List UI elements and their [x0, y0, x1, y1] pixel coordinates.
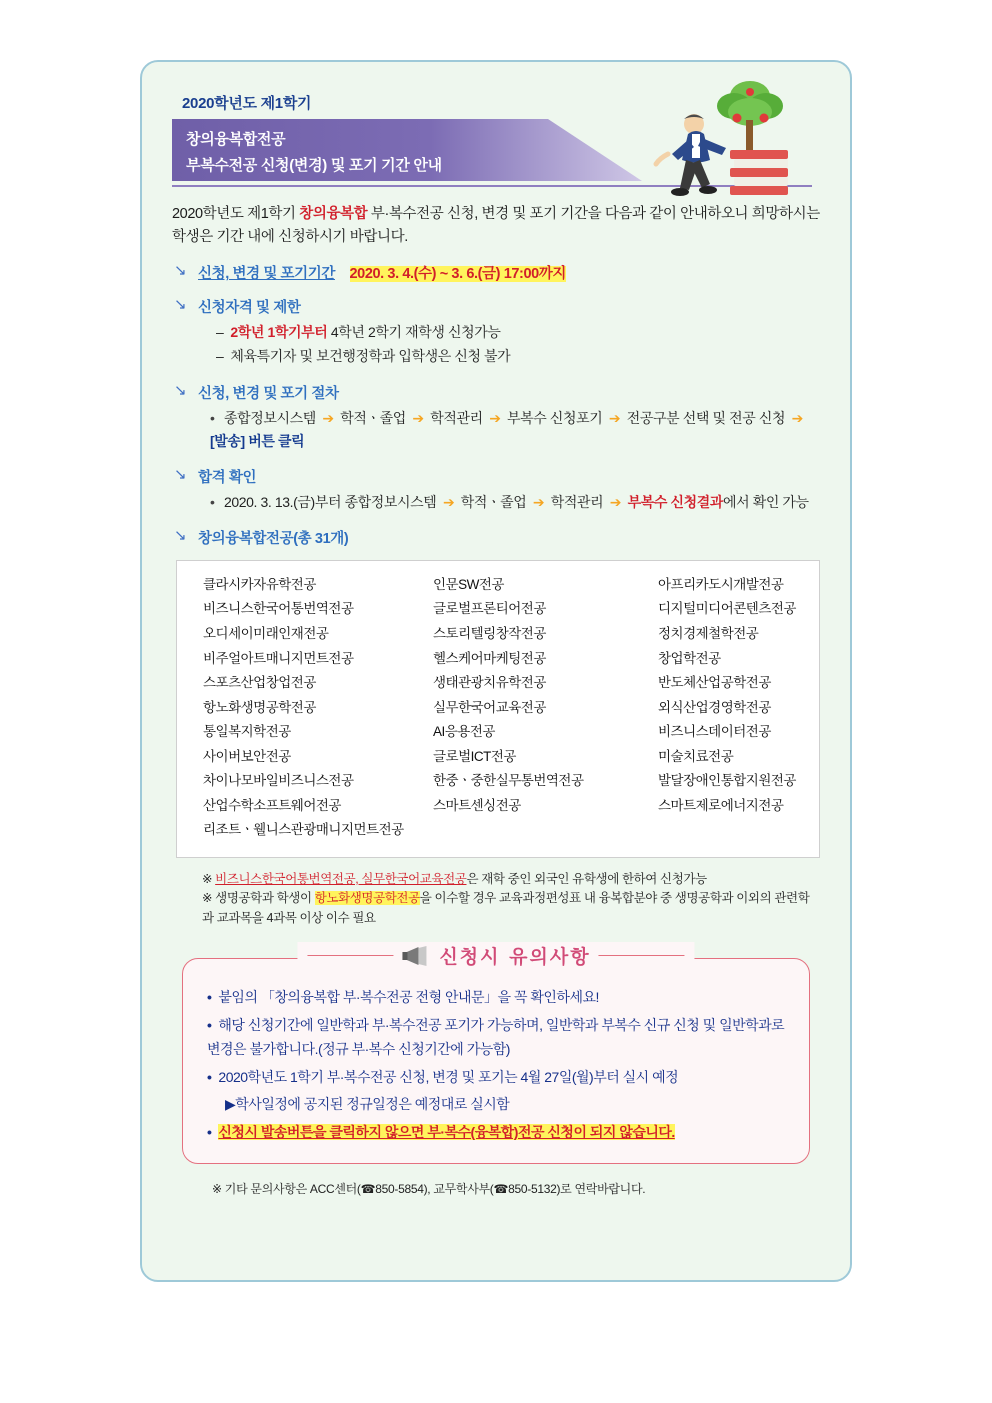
- list-item: 외식산업경영학전공: [658, 699, 771, 715]
- list-item: • 2020학년도 1학기 부·복수전공 신청, 변경 및 포기는 4월 27일(월)부터 실시 예정: [207, 1065, 789, 1090]
- majors-column-2: [433, 573, 658, 843]
- section-procedure-title: 신청, 변경 및 포기 절차: [198, 385, 339, 402]
- majors-table: [176, 560, 820, 858]
- list-item: 항노화생명공학전공: [203, 699, 316, 715]
- notice-page: [140, 60, 852, 1282]
- list-item: 스마트제로에너지전공: [658, 797, 784, 813]
- result-step-1: 학적ㆍ졸업: [460, 493, 527, 510]
- list-item: 클라시카자유학전공: [203, 576, 316, 592]
- procedure-step-2: 학적관리: [430, 409, 483, 426]
- section-result: [172, 466, 820, 514]
- result-flow: [210, 491, 820, 514]
- arrow-down-right-icon: ↘: [174, 381, 187, 399]
- flow-arrow-icon: ➔: [442, 493, 455, 510]
- flow-arrow-icon: ➔: [489, 409, 501, 426]
- section-period-title: 신청, 변경 및 포기기간: [198, 266, 335, 283]
- list-item: AI응용전공: [433, 724, 495, 740]
- footer-contact-note: ※ 기타 문의사항은 ACC센터(☎850-5854), 교무학사부(☎850-5132)로 연락바랍니다.: [212, 1182, 646, 1197]
- qualification-item-0-rest: 4학년 2학기 재학생 신청가능: [327, 324, 501, 341]
- note-1-red: 항노화생명공학전공: [314, 891, 420, 906]
- page-year-term: 2020학년도 제1학기: [182, 95, 312, 112]
- procedure-step-4: 전공구분 선택 및 전공 신청: [626, 409, 786, 426]
- list-item: 정치경제철학전공: [658, 625, 759, 641]
- banner-title-line1: 창의융복합전공: [186, 131, 286, 148]
- list-item: – 2학년 1학기부터 4학년 2학기 재학생 신청가능: [216, 324, 501, 341]
- caution-box: [182, 946, 810, 1164]
- list-item: 비즈니스한국어통번역전공: [203, 601, 354, 617]
- list-item: 창업학전공: [658, 650, 721, 666]
- list-item: 아프리카도시개발전공: [658, 576, 784, 592]
- title-divider-right: [599, 955, 685, 957]
- list-item: 오디세이미래인재전공: [203, 625, 329, 641]
- caution-list: [207, 985, 789, 1144]
- procedure-flow: [210, 407, 820, 453]
- list-item: 스토리텔링창작전공: [433, 625, 546, 641]
- list-item: 스포츠산업창업전공: [203, 675, 316, 691]
- list-item: 스마트센싱전공: [433, 797, 521, 813]
- banner: [172, 119, 642, 181]
- caution-title: [297, 942, 694, 969]
- list-item: 생태관광치유학전공: [433, 675, 546, 691]
- list-item: 글로벌프론티어전공: [433, 601, 546, 617]
- list-item: 디지털미디어콘텐츠전공: [658, 601, 796, 617]
- caution-title-text: 신청시 유의사항: [439, 946, 591, 969]
- banner-title-line2: 부복수전공 신청(변경) 및 포기 기간 안내: [186, 157, 442, 174]
- note-mark: ※: [202, 891, 213, 906]
- caution-warning: 신청시 발송버튼을 클릭하지 않으면 부·복수(융복합)전공 신청이 되지 않습니다.: [218, 1123, 675, 1140]
- list-item: 글로벌ICT전공: [433, 748, 516, 764]
- list-item: 헬스케어마케팅전공: [433, 650, 546, 666]
- list-item: 미술치료전공: [658, 748, 734, 764]
- qualification-item-0-red: 2학년 1학기부터: [230, 324, 328, 341]
- list-item: • 해당 신청기간에 일반학과 부·복수전공 포기가 가능하며, 일반학과 부복수 신규 신청 및 일반학과로 변경은 불가합니다.(정규 부·복수 신청기간에 가능함): [207, 1013, 789, 1062]
- list-item: 사이버보안전공: [203, 748, 291, 764]
- note-item: [202, 870, 820, 889]
- note-1-rest: 을 이수할 경우 교육과정편성표 내 융복합분야 중 생명공학과 이외의 관련학과 교과목을 4과목 이상 이수 필요: [202, 891, 810, 925]
- list-item: 차이나모바일비즈니스전공: [203, 773, 354, 789]
- majors-notes: [202, 870, 820, 928]
- qualification-item-1-rest: 체육특기자 및 보건행정학과 입학생은 신청 불가: [230, 348, 511, 365]
- flow-arrow-icon: ➔: [532, 493, 545, 510]
- list-item: 리조트ㆍ웰니스관광매니지먼트전공: [203, 822, 404, 838]
- section-period-value: 2020. 3. 4.(수) ~ 3. 6.(금) 17:00까지: [349, 266, 567, 283]
- note-1-pre: 생명공학과 학생이: [215, 891, 315, 906]
- list-item: 산업수학소프트웨어전공: [203, 797, 341, 813]
- arrow-down-right-icon: ↘: [174, 296, 187, 314]
- flow-arrow-icon: ➔: [412, 409, 424, 426]
- list-item: 반도체산업공학전공: [658, 675, 771, 691]
- majors-column-3: [658, 573, 858, 843]
- list-item: 통일복지학전공: [203, 724, 291, 740]
- note-0-rest: 은 재학 중인 외국인 유학생에 한하여 신청가능: [466, 872, 707, 887]
- result-red-step: 부복수 신청결과: [627, 493, 723, 510]
- intro-part2: 부·복수전공 신청, 변경 및 포기 기간을 다음과 같이 안내하오니 희망하시는 학생은 기간 내에 신청하시기 바랍니다.: [172, 206, 820, 246]
- caution-sub-item: ▶학사일정에 공지된 정규일정은 예정대로 실시함: [225, 1096, 510, 1113]
- qualification-list: [210, 321, 820, 368]
- flow-arrow-icon: ➔: [322, 409, 334, 426]
- arrow-down-right-icon: ↘: [174, 526, 187, 544]
- list-item: [210, 407, 820, 453]
- list-item: – 체육특기자 및 보건행정학과 입학생은 신청 불가: [216, 348, 511, 365]
- list-item: 실무한국어교육전공: [433, 699, 546, 715]
- section-majors-title: 창의융복합전공(총 31개): [198, 530, 349, 547]
- majors-column-1: [203, 573, 433, 843]
- list-item: 비즈니스데이터전공: [658, 724, 771, 740]
- list-item: 인문SW전공: [433, 576, 504, 592]
- list-item: [207, 1120, 789, 1145]
- list-item: 발달장애인통합지원전공: [658, 773, 796, 789]
- flow-arrow-icon: ➔: [609, 493, 622, 510]
- result-suffix: 에서 확인 가능: [722, 493, 809, 510]
- result-step-0: 종합정보시스템: [344, 493, 437, 510]
- procedure-step-1: 학적ㆍ졸업: [340, 409, 406, 426]
- list-item: • 붙임의 「창의융복합 부·복수전공 전형 안내문」을 꼭 확인하세요!: [207, 985, 789, 1010]
- note-mark: ※: [202, 872, 213, 887]
- section-qualification-title: 신청자격 및 제한: [198, 300, 301, 317]
- result-prefix: 2020. 3. 13.(금)부터: [224, 493, 345, 510]
- arrow-down-right-icon: ↘: [174, 465, 187, 483]
- result-step-2: 학적관리: [550, 493, 604, 510]
- list-item: 한중ㆍ중한실무통번역전공: [433, 773, 584, 789]
- list-item: [210, 491, 820, 514]
- tree-books-person-illustration: [642, 72, 832, 212]
- note-0-underline: 비즈니스한국어통번역전공, 실무한국어교육전공: [215, 872, 467, 887]
- section-period: [172, 262, 820, 283]
- arrow-down-right-icon: ↘: [174, 262, 187, 280]
- megaphone-icon: [401, 945, 431, 967]
- section-procedure: [172, 382, 820, 453]
- flow-arrow-icon: ➔: [791, 409, 803, 426]
- intro-part1: 2020학년도 제1학기: [172, 206, 300, 222]
- list-item: 비주얼아트매니지먼트전공: [203, 650, 354, 666]
- procedure-step-0: 종합정보시스템: [224, 409, 316, 426]
- note-item: [202, 889, 820, 928]
- procedure-last-step: [발송] 버튼 클릭: [210, 432, 305, 449]
- title-divider-left: [307, 955, 393, 957]
- section-majors: [172, 527, 820, 548]
- section-qualification: [172, 296, 820, 368]
- flow-arrow-icon: ➔: [608, 409, 621, 426]
- procedure-step-3: 부복수 신청포기: [507, 409, 603, 426]
- section-result-title: 합격 확인: [198, 469, 257, 486]
- intro-highlight: 창의융복합: [299, 206, 368, 222]
